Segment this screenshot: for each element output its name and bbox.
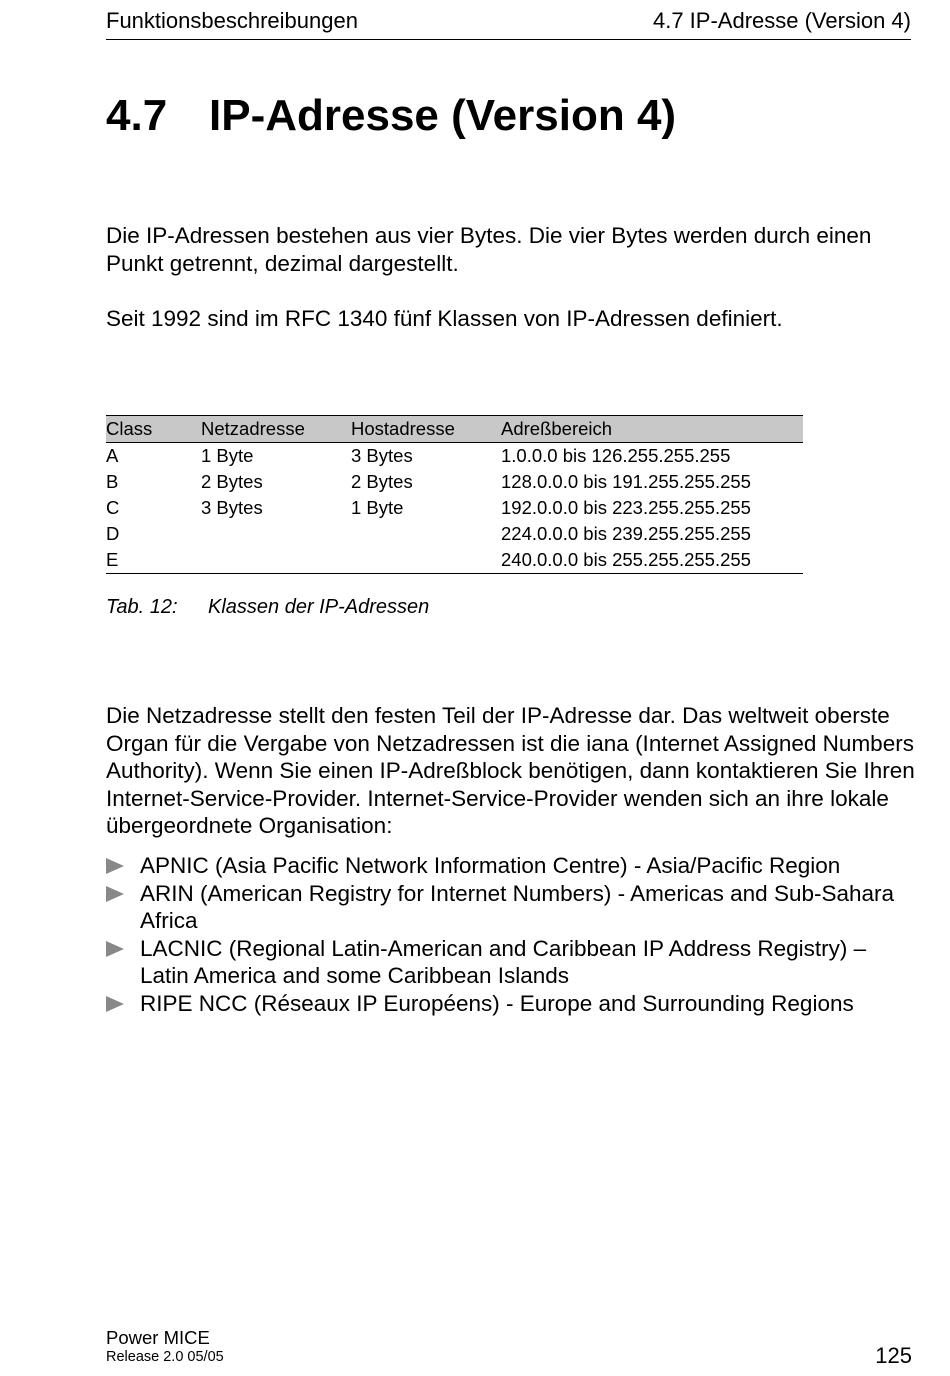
caption-label: Tab. 12: (106, 596, 178, 618)
list-item (106, 990, 918, 1018)
triangle-right-icon (106, 886, 124, 902)
cell-hostadresse: 1 Byte (351, 497, 404, 518)
netzadresse-paragraph: Die Netzadresse stellt den festen Teil der IP-Adresse dar. Das weltweit oberste Organ für die Vergabe von Netzadressen ist die iana (Internet Assigned Numbers Authority). Wenn Sie einen IP-Adreßblock benötigen, dann kontaktieren Sie Ihren Internet-Service-Provider. Internet-Service-Provider wenden sich an ihre lokale übergeordnete Organisation: (106, 703, 915, 838)
table-caption (106, 594, 429, 620)
cell-netzadresse (201, 547, 351, 574)
cell-hostadresse (351, 521, 501, 547)
cell-netzadresse: 2 Bytes (201, 471, 263, 492)
section-number: 4.7 (106, 91, 168, 140)
footer-release: Release 2.0 05/05 (106, 1349, 224, 1365)
table-header-row (106, 416, 803, 443)
cell-adressbereich: 192.0.0.0 bis 223.255.255.255 (501, 497, 751, 518)
header-netzadresse: Netzadresse (201, 416, 351, 443)
list-item (106, 880, 918, 935)
ip-class-table (106, 415, 803, 574)
registry-text: RIPE NCC (Réseaux IP Européens) - Europe and Surrounding Regions (140, 990, 854, 1016)
triangle-right-icon (106, 996, 124, 1012)
registry-list (106, 852, 918, 1017)
cell-class: A (106, 445, 119, 466)
running-header (106, 6, 911, 40)
cell-class: C (106, 497, 120, 518)
registry-text: LACNIC (Regional Latin-American and Caribbean IP Address Registry) – Latin America and some Caribbean Islands (140, 935, 867, 988)
list-item (106, 935, 918, 990)
triangle-right-icon (106, 858, 124, 874)
rfc-paragraph: Seit 1992 sind im RFC 1340 fünf Klassen von IP-Adressen definiert. (106, 306, 783, 331)
cell-hostadresse: 2 Bytes (351, 471, 413, 492)
cell-hostadresse: 3 Bytes (351, 445, 413, 466)
cell-netzadresse (201, 521, 351, 547)
cell-adressbereich: 1.0.0.0 bis 126.255.255.255 (501, 445, 731, 466)
caption-text: Klassen der IP-Adressen (208, 596, 430, 618)
registry-text: ARIN (American Registry for Internet Numbers) - Americas and Sub-Sahara Africa (140, 880, 895, 933)
header-section: 4.7 IP-Adresse (Version 4) (652, 8, 911, 33)
table-row (106, 443, 803, 470)
section-title: IP-Adresse (Version 4) (209, 91, 677, 140)
header-chapter: Funktionsbeschreibungen (106, 8, 358, 33)
table-row (106, 521, 803, 547)
intro-paragraph: Die IP-Adressen bestehen aus vier Bytes. Die vier Bytes werden durch einen Punkt getrennt, dezimal dargestellt. (106, 223, 872, 276)
cell-netzadresse: 1 Byte (201, 445, 254, 466)
cell-netzadresse: 3 Bytes (201, 497, 263, 518)
triangle-right-icon (106, 941, 124, 957)
page-title (106, 88, 676, 144)
registry-text: APNIC (Asia Pacific Network Information Centre) - Asia/Pacific Region (140, 853, 841, 878)
cell-class: E (106, 547, 201, 574)
cell-adressbereich: 224.0.0.0 bis 239.255.255.255 (501, 523, 751, 544)
table-row (106, 469, 803, 495)
cell-hostadresse (351, 547, 501, 574)
cell-adressbereich: 128.0.0.0 bis 191.255.255.255 (501, 471, 751, 492)
table-row (106, 495, 803, 521)
header-hostadresse: Hostadresse (351, 416, 501, 443)
page-number: 125 (875, 1343, 912, 1368)
footer-product: Power MICE (106, 1327, 210, 1348)
header-class: Class (106, 416, 201, 443)
list-item (106, 852, 918, 880)
table-row (106, 547, 803, 574)
cell-class: B (106, 471, 119, 492)
header-adressbereich: Adreßbereich (501, 416, 803, 443)
cell-adressbereich: 240.0.0.0 bis 255.255.255.255 (501, 547, 803, 574)
cell-class: D (106, 523, 120, 544)
